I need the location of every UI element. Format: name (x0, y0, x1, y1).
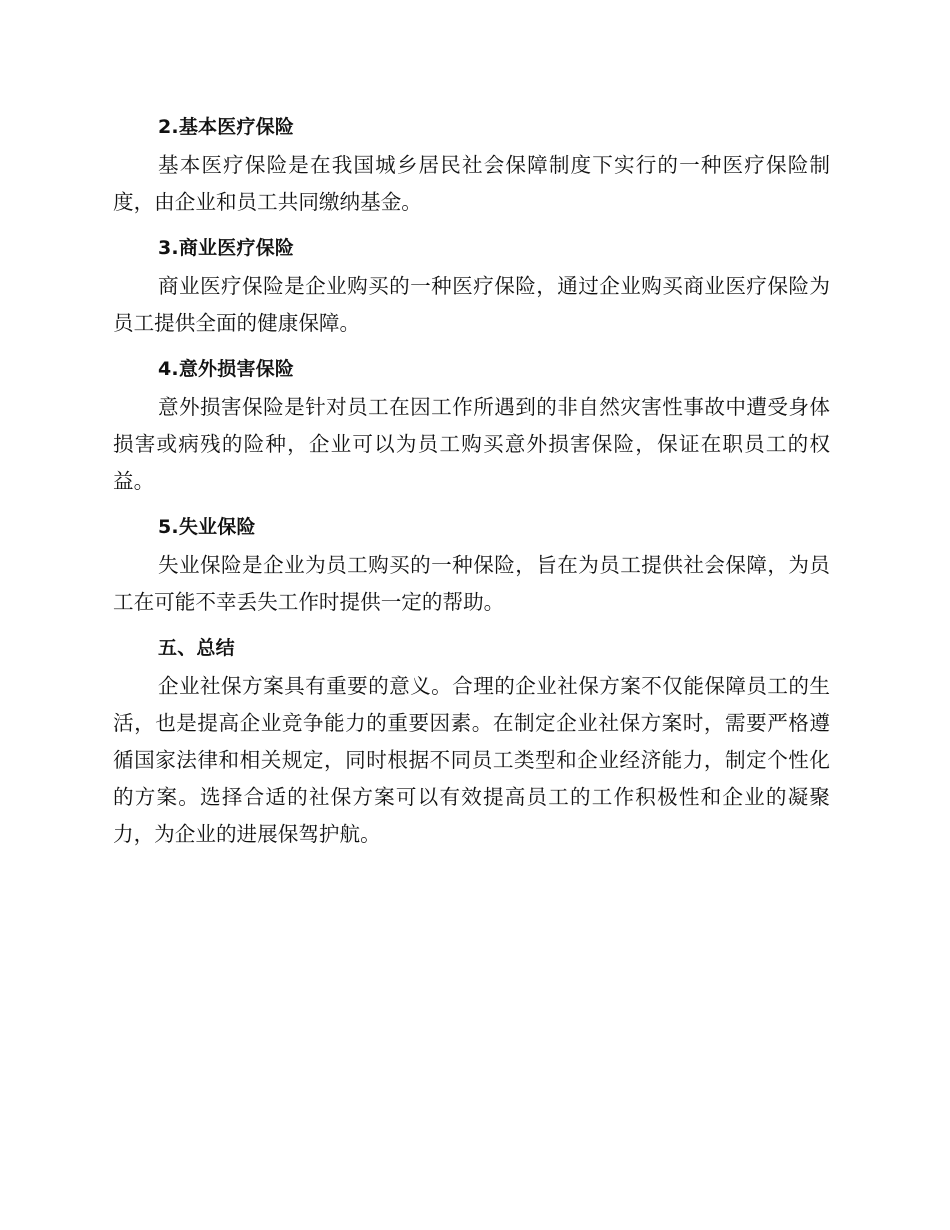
section-heading-accident: 4.意外损害保险 (158, 358, 295, 380)
section-paragraph-accident: 意外损害保险是针对员工在因工作所遇到的非自然灾害性事故中遭受身体损害或病残的险种，企业可以为员工购买意外损害保险，保证在职员工的权益。 (113, 395, 830, 493)
section-paragraph-unemployment: 失业保险是企业为员工购买的一种保险，旨在为员工提供社会保障，为员工在可能不幸丢失工作时提供一定的帮助。 (113, 553, 830, 614)
section-heading-unemployment: 5.失业保险 (158, 516, 256, 538)
section-paragraph-summary: 企业社保方案具有重要的意义。合理的企业社保方案不仅能保障员工的生活，也是提高企业竞争能力的重要因素。在制定企业社保方案时，需要严格遵循国家法律和相关规定，同时根据不同员工类型和企业经济能力，制定个性化的方案。选择合适的社保方案可以有效提高员工的工作积极性和企业的凝聚力，为企业的进展保驾护航。 (113, 674, 830, 846)
section-paragraph-basic-medical: 基本医疗保险是在我国城乡居民社会保障制度下实行的一种医疗保险制度，由企业和员工共同缴纳基金。 (113, 153, 830, 214)
section-heading-commercial-medical: 3.商业医疗保险 (158, 237, 295, 259)
section-heading-basic-medical: 2.基本医疗保险 (158, 116, 295, 138)
document-page (113, 107, 830, 853)
section-paragraph-commercial-medical: 商业医疗保险是企业购买的一种医疗保险，通过企业购买商业医疗保险为员工提供全面的健康保障。 (113, 274, 830, 335)
section-heading-summary: 五、总结 (158, 637, 235, 659)
